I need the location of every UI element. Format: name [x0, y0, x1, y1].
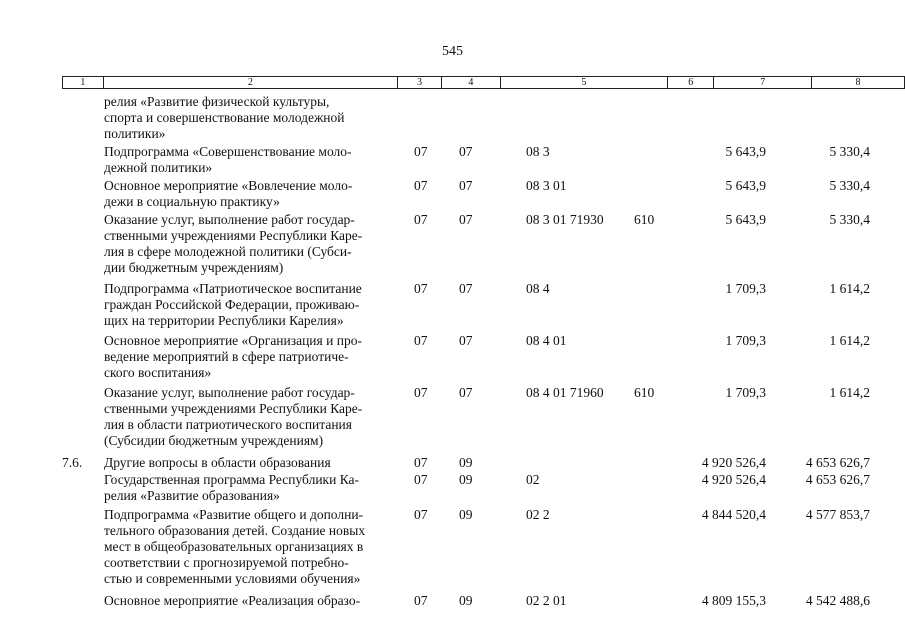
row-11-col7: 4 809 155,3 — [701, 593, 766, 608]
text-line: Основное мероприятие «Вовлечение моло- — [104, 178, 353, 193]
header-col-3: 3 — [398, 77, 442, 89]
row-4-subsection: 07 — [459, 212, 473, 227]
text-line: Оказание услуг, выполнение работ государ- — [104, 212, 355, 227]
row-3-section: 07 — [414, 178, 428, 193]
row-9-section: 07 — [414, 472, 428, 487]
row-5-text — [104, 281, 362, 329]
row-7-target-code: 08 4 01 71960 — [526, 385, 604, 400]
header-col-8: 8 — [812, 77, 905, 89]
row-5-col7: 1 709,3 — [725, 281, 766, 296]
text-line: лия в сфере молодежной политики (Субси- — [104, 244, 352, 259]
row-6-col7: 1 709,3 — [725, 333, 766, 348]
row-8-section: 07 — [414, 455, 428, 470]
text-line: ведение мероприятий в сфере патриотиче- — [104, 349, 349, 364]
text-line: Подпрограмма «Развитие общего и дополни- — [104, 507, 364, 522]
text-line: релия «Развитие физической культуры, — [104, 94, 330, 109]
text-line: тельного образования детей. Создание новых — [104, 523, 366, 538]
row-6-subsection: 07 — [459, 333, 473, 348]
text-line: дии бюджетным учреждениям) — [104, 260, 284, 275]
row-9-text — [104, 472, 359, 504]
row-6-target-code: 08 4 01 — [526, 333, 567, 348]
row-10-target-code: 02 2 — [526, 507, 550, 522]
row-3-col7: 5 643,9 — [725, 178, 766, 193]
text-line: соответствии с прогнозируемой потребно- — [104, 555, 349, 570]
row-9-col7: 4 920 526,4 — [701, 472, 766, 487]
row-7-col8: 1 614,2 — [829, 385, 870, 400]
row-4-col7: 5 643,9 — [725, 212, 766, 227]
row-2-target-code: 08 3 — [526, 144, 550, 159]
text-line: ского воспитания» — [104, 365, 212, 380]
row-2-col8: 5 330,4 — [829, 144, 870, 159]
row-8-text — [104, 455, 331, 471]
row-4-target-code: 08 3 01 71930 — [526, 212, 604, 227]
row-8-number: 7.6. — [62, 455, 83, 470]
row-2-section: 07 — [414, 144, 428, 159]
row-8-col7: 4 920 526,4 — [701, 455, 766, 470]
text-line: щих на территории Республики Карелия» — [104, 313, 344, 328]
row-10-col7: 4 844 520,4 — [701, 507, 766, 522]
row-6-col8: 1 614,2 — [829, 333, 870, 348]
row-7-section: 07 — [414, 385, 428, 400]
text-line: Государственная программа Республики Ка- — [104, 472, 360, 487]
header-col-6: 6 — [667, 77, 714, 89]
row-3-text — [104, 178, 352, 210]
row-7-text — [104, 385, 362, 449]
row-11-subsection: 09 — [459, 593, 473, 608]
text-line: Основное мероприятие «Организация и про- — [104, 333, 362, 348]
row-5-section: 07 — [414, 281, 428, 296]
row-7-col7: 1 709,3 — [725, 385, 766, 400]
row-3-subsection: 07 — [459, 178, 473, 193]
text-line: релия «Развитие образования» — [104, 488, 280, 503]
row-3-target-code: 08 3 01 — [526, 178, 567, 193]
text-line: Оказание услуг, выполнение работ государ- — [104, 385, 355, 400]
row-9-subsection: 09 — [459, 472, 473, 487]
row-2-subsection: 07 — [459, 144, 473, 159]
header-col-5: 5 — [500, 77, 667, 89]
text-line: Подпрограмма «Патриотическое воспитание — [104, 281, 362, 296]
row-9-target-code: 02 — [526, 472, 540, 487]
text-line: спорта и совершенствование молодежной — [104, 110, 345, 125]
row-8-col8: 4 653 626,7 — [805, 455, 870, 470]
text-line: политики» — [104, 126, 166, 141]
text-line: ственными учреждениями Республики Каре- — [104, 228, 363, 243]
row-10-section: 07 — [414, 507, 428, 522]
row-10-col8: 4 577 853,7 — [805, 507, 870, 522]
row-10-text — [104, 507, 365, 587]
text-line: дежной политики» — [104, 160, 213, 175]
row-4-expense-type: 610 — [634, 212, 655, 227]
text-line: Подпрограмма «Совершенствование моло- — [104, 144, 352, 159]
row-6-section: 07 — [414, 333, 428, 348]
text-line: ственными учреждениями Республики Каре- — [104, 401, 363, 416]
row-9-col8: 4 653 626,7 — [805, 472, 870, 487]
row-5-subsection: 07 — [459, 281, 473, 296]
text-line: мест в общеобразовательных организациях в — [104, 539, 364, 554]
text-line: стью и современными условиями обучения» — [104, 571, 361, 586]
text-line: дежи в социальную практику» — [104, 194, 280, 209]
text-line: (Субсидии бюджетным учреждениям) — [104, 433, 324, 448]
row-4-text — [104, 212, 362, 276]
row-4-section: 07 — [414, 212, 428, 227]
row-5-target-code: 08 4 — [526, 281, 550, 296]
header-col-4: 4 — [441, 77, 500, 89]
page-number: 545 — [442, 44, 463, 59]
row-2-text — [104, 144, 352, 176]
row-7-subsection: 07 — [459, 385, 473, 400]
row-10-subsection: 09 — [459, 507, 473, 522]
text-line: Другие вопросы в области образования — [104, 455, 331, 470]
row-11-text — [104, 593, 360, 609]
header-col-1: 1 — [63, 77, 104, 89]
text-line: лия в области патриотического воспитания — [104, 417, 352, 432]
header-col-7: 7 — [714, 77, 812, 89]
row-11-col8: 4 542 488,6 — [805, 593, 870, 608]
row-11-section: 07 — [414, 593, 428, 608]
row-3-col8: 5 330,4 — [829, 178, 870, 193]
row-1-text — [104, 94, 345, 142]
row-6-text — [104, 333, 362, 381]
row-2-col7: 5 643,9 — [725, 144, 766, 159]
row-7-expense-type: 610 — [634, 385, 655, 400]
row-11-target-code: 02 2 01 — [526, 593, 567, 608]
row-8-subsection: 09 — [459, 455, 473, 470]
text-line: Основное мероприятие «Реализация образо- — [104, 593, 361, 608]
text-line: граждан Российской Федерации, проживаю- — [104, 297, 360, 312]
row-4-col8: 5 330,4 — [829, 212, 870, 227]
header-col-2: 2 — [103, 77, 397, 89]
row-5-col8: 1 614,2 — [829, 281, 870, 296]
